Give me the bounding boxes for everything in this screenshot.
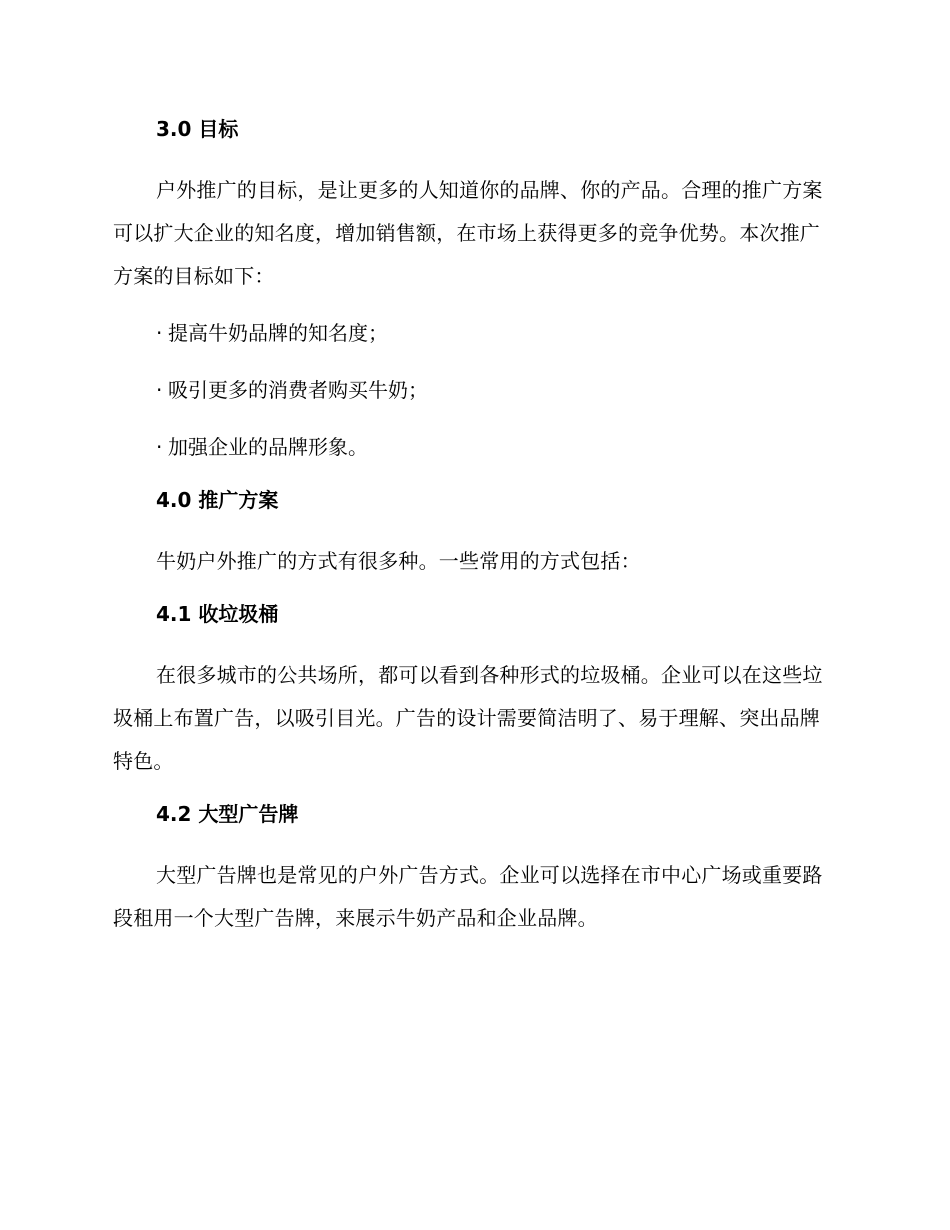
goal-text: 加强企业的品牌形象。: [168, 435, 368, 459]
list-item: [113, 369, 835, 412]
bullet-mark: ·: [156, 435, 163, 459]
section-heading-4-1: 4.1 收垃圾桶: [156, 602, 279, 626]
section-heading-4-0: 4.0 推广方案: [156, 488, 279, 512]
bullet-mark: ·: [156, 321, 163, 345]
goal-text: 吸引更多的消费者购买牛奶；: [168, 378, 428, 402]
goals-list: [113, 312, 835, 469]
bullet-mark: ·: [156, 378, 163, 402]
section-4-1-body: 在很多城市的公共场所，都可以看到各种形式的垃圾桶。企业可以在这些垃圾桶上布置广告，以吸引目光。广告的设计需要简洁明了、易于理解、突出品牌特色。: [113, 663, 823, 773]
document-body: [113, 112, 835, 954]
section-4-2-body: 大型广告牌也是常见的户外广告方式。企业可以选择在市中心广场或重要路段租用一个大型广告牌，来展示牛奶产品和企业品牌。: [113, 863, 823, 930]
section-heading-3-0: 3.0 目标: [156, 117, 239, 141]
goal-text: 提高牛奶品牌的知名度；: [168, 321, 388, 345]
list-item: [113, 426, 835, 469]
section-4-0-intro: 牛奶户外推广的方式有很多种。一些常用的方式包括：: [156, 549, 641, 573]
list-item: [113, 312, 835, 355]
section-3-0-intro: 户外推广的目标，是让更多的人知道你的品牌、你的产品。合理的推广方案可以扩大企业的知名度，增加销售额，在市场上获得更多的竞争优势。本次推广方案的目标如下：: [113, 178, 823, 288]
section-heading-4-2: 4.2 大型广告牌: [156, 802, 299, 826]
